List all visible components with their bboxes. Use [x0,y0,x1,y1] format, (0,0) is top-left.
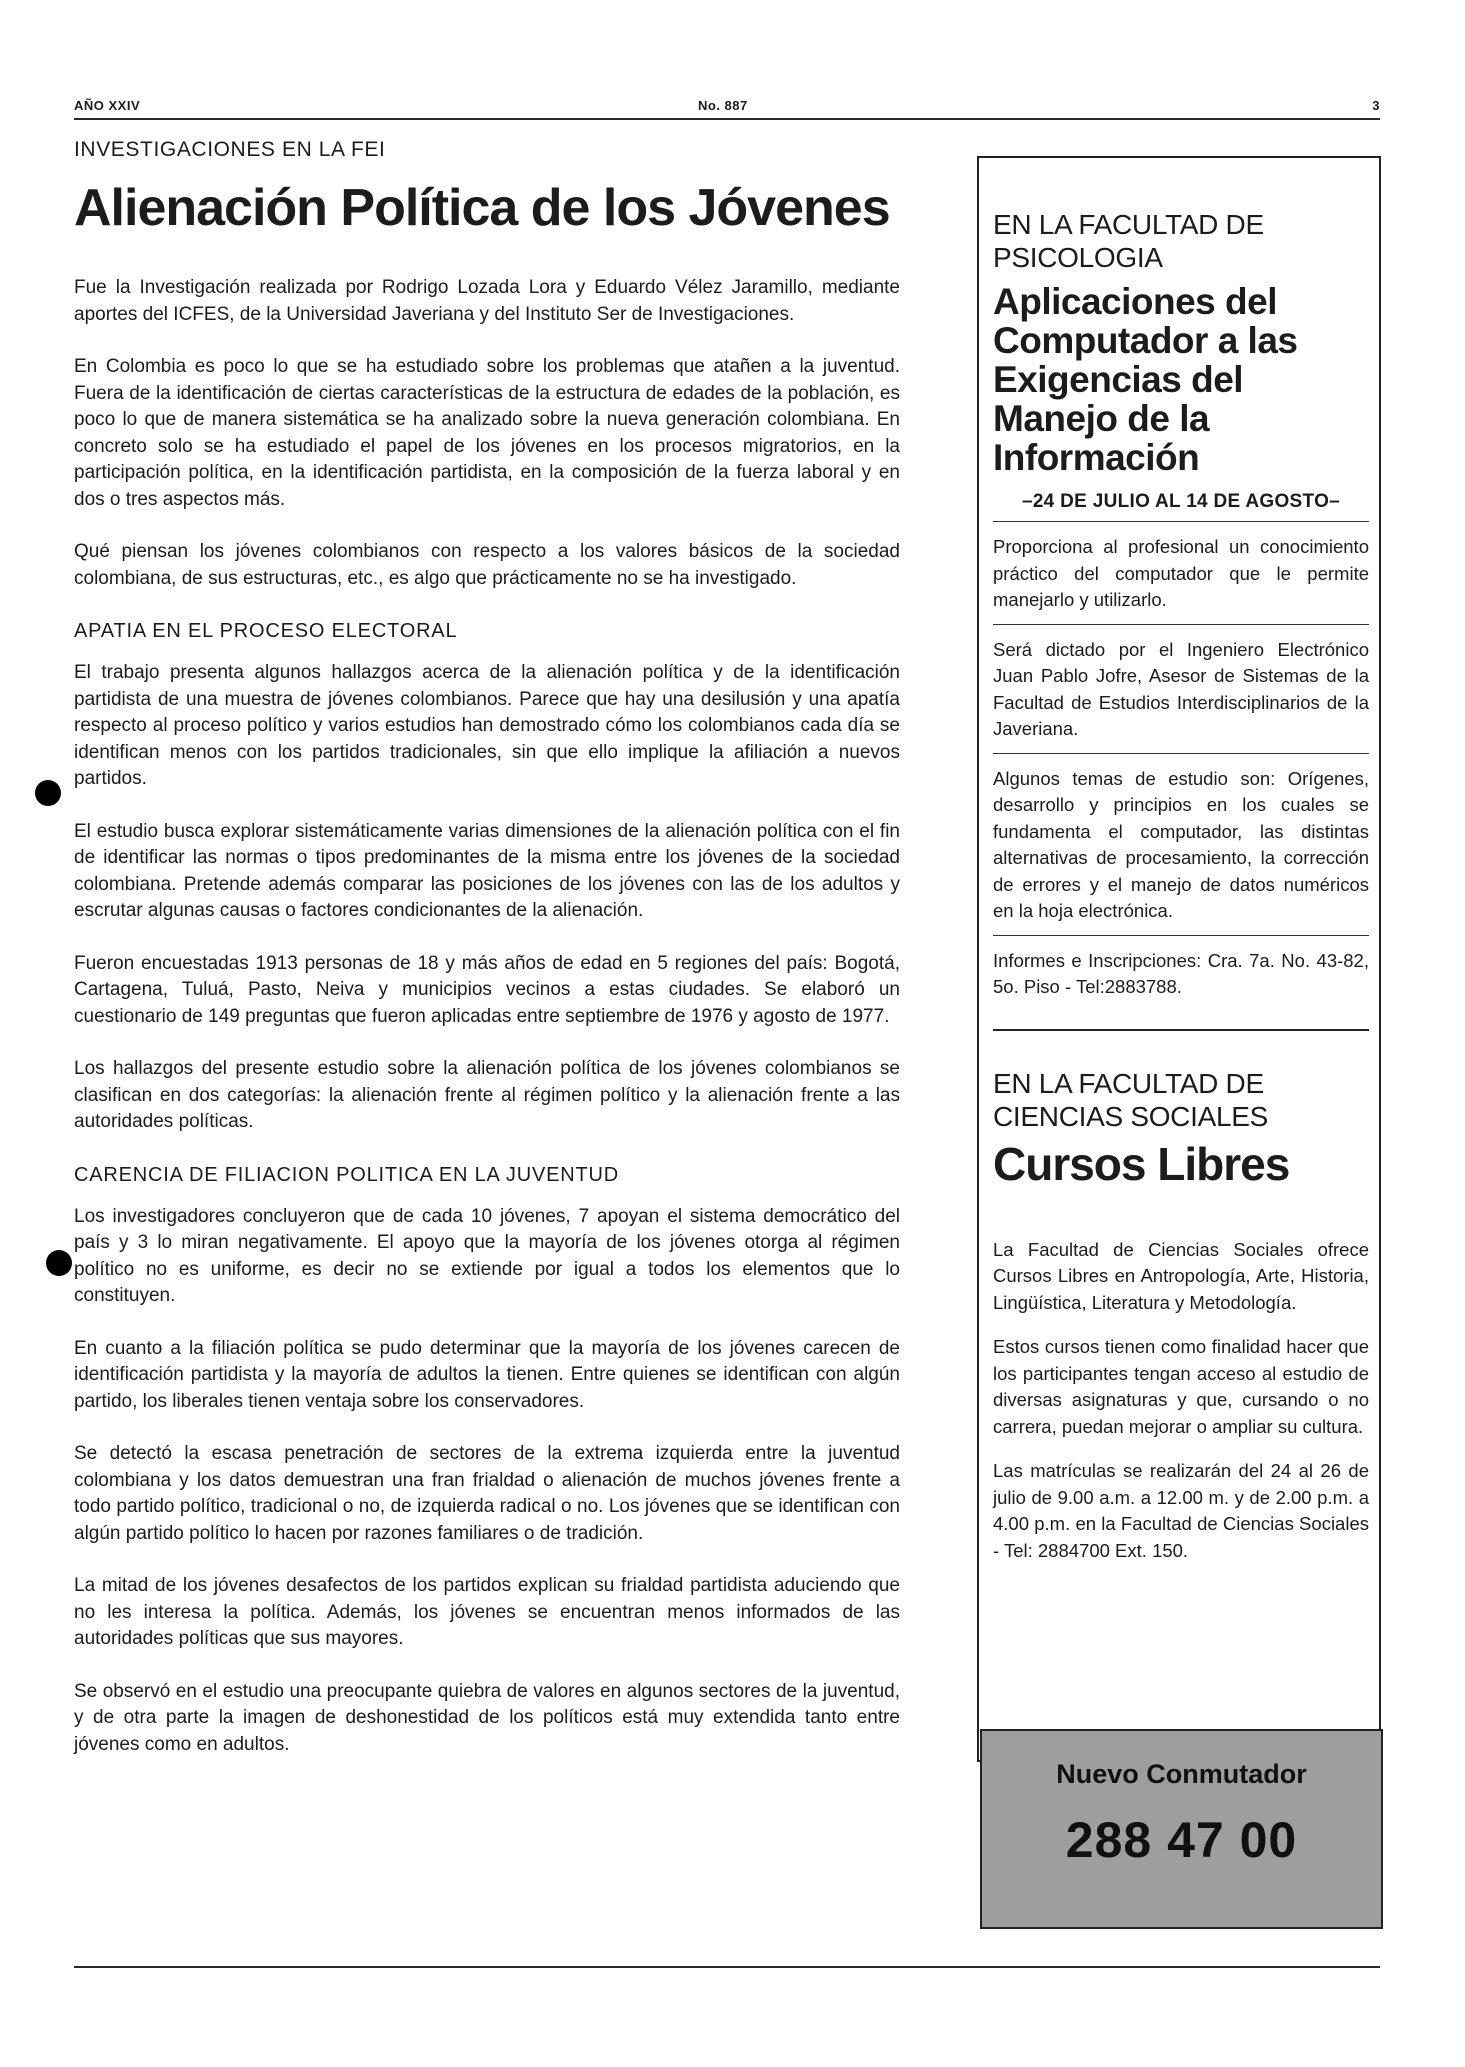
volume-year: AÑO XXIV [74,98,141,113]
article-paragraph: En cuanto a la filiación política se pudo determinar que la mayoría de los jóvenes carecen de identificación partidista y la mayoría de adultos la tienen. Entre quienes se identifican con algún partido, los liberales tienen ventaja sobre los conservadores. [74,1337,900,1412]
course-dates: –24 DE JULIO AL 14 DE AGOSTO– [993,491,1369,522]
main-article [74,138,900,1784]
article-paragraph: Qué piensan los jóvenes colombianos con respecto a los valores básicos de la sociedad colombiana, de sus estructuras, etc., es algo que prácticamente no se ha investigado. [74,541,900,589]
phone-label: Nuevo Conmutador [1056,1759,1307,1789]
sidebar-paragraph: La Facultad de Ciencias Sociales ofrece Cursos Libres en Antropología, Arte, Historia, Lingüística, Literatura y Metodología. [993,1238,1369,1313]
issue-number: No. 887 [698,98,748,113]
article-paragraph: El estudio busca explorar sistemáticamente varias dimensiones de la alienación política con el fin de identificar las normas o tipos predominantes de la misma entre los jóvenes de la sociedad colombiana. Pretende además comparar las posiciones de los jóvenes con las de los adultos y escrutar algunas causas o factores condicionantes de la alienación. [74,820,900,922]
article-paragraph: La mitad de los jóvenes desafectos de los partidos explican su frialdad partidista aduciendo que no les interesa la política. Además, los jóvenes se encuentran menos informados de las autoridades políticas que sus mayores. [74,1575,900,1650]
sidebar-paragraph: Proporciona al profesional un conocimiento práctico del computador que le permite manejarlo y utilizarlo. [993,534,1369,625]
subheading: CARENCIA DE FILIACION POLITICA EN LA JUVENTUD [74,1163,620,1186]
sidebar-kicker: EN LA FACULTAD DE CIENCIAS SOCIALES [993,1067,1268,1132]
sidebar-contact: Informes e Inscripciones: Cra. 7a. No. 43-82, 5o. Piso - Tel:2883788. [993,948,1369,1031]
binder-hole [35,780,61,806]
article-paragraph: Se observó en el estudio una preocupante quiebra de valores en algunos sectores de la juventud, y de otra parte la imagen de deshonestidad de los políticos está muy extendida tanto entre jóvenes como en adultos. [74,1680,900,1755]
article-paragraph: Los investigadores concluyeron que de cada 10 jóvenes, 7 apoyan el sistema democrático del país y 3 lo miran negativamente. El apoyo que la mayoría de los jóvenes otorga al régimen político no es uniforme, es decir no se extiende por igual a todos los elementos que lo constituyen. [74,1205,900,1307]
article-paragraph: En Colombia es poco lo que se ha estudiado sobre los problemas que atañen a la juventud. Fuera de la identificación de ciertas características de la estructura de edades de la población, es poco lo que de manera sistemática se ha analizado sobre la nueva generación colombiana. En concreto solo se ha estudiado el papel de los jóvenes en los procesos migratorios, en la participación política, en la identificación partidista, en la composición de la fuerza laboral y en dos o tres aspectos más. [74,356,900,510]
phone-box [980,1729,1383,1929]
sidebar-title: Cursos Libres [993,1137,1290,1190]
article-paragraph: Los hallazgos del presente estudio sobre la alienación política de los jóvenes colombianos se clasifican en dos categorías: la alienación frente al régimen político y la alienación frente a las autoridades políticas. [74,1058,900,1133]
binder-hole [46,1250,72,1276]
article-paragraph: Fueron encuestadas 1913 personas de 18 y más años de edad en 5 regiones del país: Bogotá, Cartagena, Tuluá, Pasto, Neiva y municipios vecinos a estas ciudades. Se elaboró un cuestionario de 149 preguntas que fueron aplicadas entre septiembre de 1976 y agosto de 1977. [74,952,900,1027]
page-header [74,98,1380,118]
sidebar-paragraph: Será dictado por el Ingeniero Electrónico Juan Pablo Jofre, Asesor de Sistemas de la Facultad de Estudios Interdisciplinarios de la Javeriana. [993,637,1369,754]
page-number: 3 [1372,98,1380,113]
footer-rule [74,1966,1380,1968]
sidebar-paragraph: Algunos temas de estudio son: Orígenes, desarrollo y principios en los cuales se fundamenta el computador, las distintas alternativas de procesamiento, la corrección de errores y el manejo de datos numéricos en la hoja electrónica. [993,766,1369,936]
sidebar-title: Aplicaciones del Computador a las Exigencias del Manejo de la Información [993,281,1298,478]
article-paragraph: Se detectó la escasa penetración de sectores de la extrema izquierda entre la juventud colombiana y los datos demuestran una fran frialdad o alienación de muchos jóvenes frente a todo partido político, tradicional o no, de izquierda radical o no. Los jóvenes que se identifican con algún partido político lo hacen por razones familiares o de tradición. [74,1443,900,1544]
article-intro: Fue la Investigación realizada por Rodrigo Lozada Lora y Eduardo Vélez Jaramillo, mediante aportes del ICFES, de la Universidad Javeriana y del Instituto Ser de Investigaciones. [74,277,900,325]
sidebar-box [977,156,1381,1762]
sidebar-kicker: EN LA FACULTAD DE PSICOLOGIA [993,209,1264,273]
article-paragraph: El trabajo presenta algunos hallazgos acerca de la alienación política y de la identificación partidista de una muestra de jóvenes colombianos. Parece que hay una desilusión y una apatía respecto al proceso político y varios estudios han demostrado cómo los colombianos cada día se identifican menos con los partidos tradicionales, sin que ello implique la afiliación a nuevos partidos. [74,662,900,790]
phone-number: 288 47 00 [1065,1812,1298,1868]
header-rule [74,118,1380,120]
section-label: INVESTIGACIONES EN LA FEI [74,138,386,161]
sidebar-paragraph: Estos cursos tienen como finalidad hacer que los participantes tengan acceso al estudio de diversas asignaturas y que, cursando o no carrera, puedan mejorar o ampliar su cultura. [993,1336,1369,1437]
subheading: APATIA EN EL PROCESO ELECTORAL [74,620,458,643]
article-title: Alienación Política de los Jóvenes [74,179,890,237]
sidebar-paragraph: Las matrículas se realizarán del 24 al 26 de julio de 9.00 a.m. a 12.00 m. y de 2.00 p.m. a 4.00 p.m. en la Facultad de Ciencias Sociales - Tel: 2884700 Ext. 150. [993,1460,1369,1561]
